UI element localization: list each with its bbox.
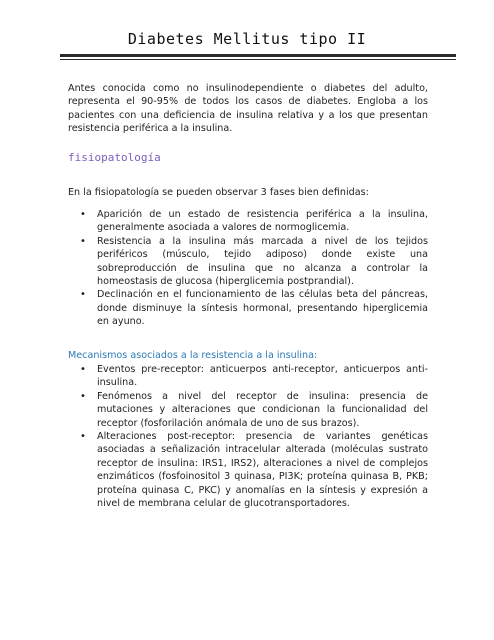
list-item-text: Alteraciones post-receptor: presencia de variantes genéticas asociadas a señalización intracelular alterada (moléculas sustrato receptor de insulina: IRS1, IRS2), alteraciones a nivel de complejos enzimáticos (fosfoinositol 3 quinasa, PI3K; proteína quinasa B, PKB; proteína quinasa C, PKC) y anomalías en la síntesis y expresión a nivel de membrana celular de glucotransportadores. xyxy=(97,431,428,510)
intro-paragraph: Antes conocida como no insulinodependiente o diabetes del adulto, representa el 90-95% de todos los casos de diabetes. Engloba a los pacientes con una deficiencia de insulina relativa y a los que presentan resistencia periférica a la insulina. xyxy=(68,83,428,135)
mecanismos-list xyxy=(68,363,428,510)
title-underline xyxy=(60,54,456,60)
title-rule-thick xyxy=(60,54,456,57)
bullet-icon: • xyxy=(80,289,86,301)
bullet-icon: • xyxy=(80,235,86,247)
list-item xyxy=(68,390,428,430)
list-item-text: Aparición de un estado de resistencia periférica a la insulina, generalmente asociada a valores de normoglicemia. xyxy=(97,209,428,234)
bullet-icon: • xyxy=(80,209,86,220)
list-item-text: Eventos pre-receptor: anticuerpos anti-receptor, anticuerpos anti-insulina. xyxy=(97,364,428,389)
bullet-icon: • xyxy=(80,431,86,443)
bullet-icon: • xyxy=(80,364,86,375)
list-item xyxy=(68,208,428,235)
page-title: Diabetes Mellitus tipo II xyxy=(127,30,367,48)
bullet-icon: • xyxy=(80,390,86,402)
list-item-text: Declinación en el funcionamiento de las células beta del páncreas, donde disminuye la síntesis hormonal, presentando hiperglicemia en ayuno. xyxy=(97,289,428,328)
list-item xyxy=(68,363,428,390)
section-heading-fisiopatologia: fisiopatología xyxy=(68,151,161,164)
list-item-text: Fenómenos a nivel del receptor de insulina: presencia de mutaciones y alteraciones que condicionan la funcionalidad del receptor (fosforilación anómala de uno de sus brazos). xyxy=(97,390,428,429)
list-item-text: Resistencia a la insulina más marcada a nivel de los tejidos periféricos (músculo, tejido adiposo) donde existe una sobreproducción de insulina que no alcanza a controlar la homeostasis de glucosa (hiperglicemia postprandial). xyxy=(97,235,428,288)
fases-list xyxy=(68,208,428,329)
mecanismos-heading: Mecanismos asociados a la resistencia a la insulina: xyxy=(68,350,318,361)
fases-intro-paragraph: En la fisiopatología se pueden observar 3 fases bien definidas: xyxy=(68,187,369,198)
list-item xyxy=(68,288,428,328)
title-rule-thin xyxy=(60,59,456,60)
list-item xyxy=(68,430,428,510)
list-item xyxy=(68,235,428,289)
